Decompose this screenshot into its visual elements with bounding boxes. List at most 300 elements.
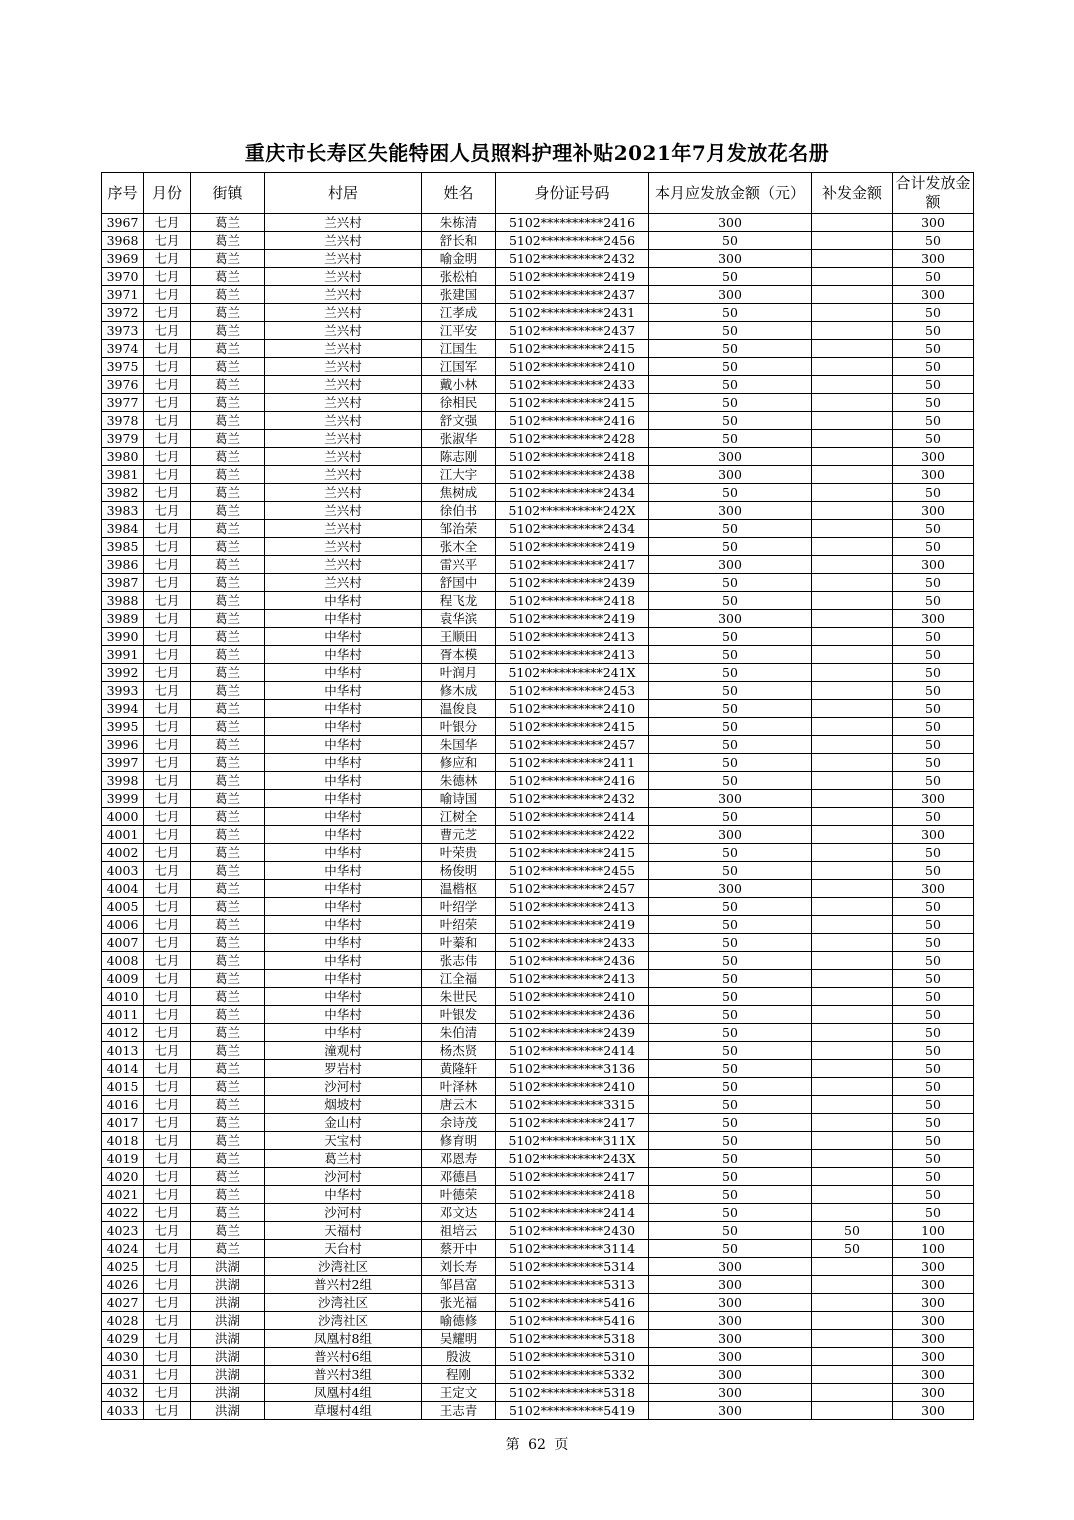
village-cell: 中华村 [265, 754, 422, 772]
month-cell: 七月 [144, 1402, 191, 1420]
id-number-cell: 5102**********5313 [496, 1276, 649, 1294]
total-cell: 50 [893, 484, 974, 502]
index-cell: 4004 [102, 880, 144, 898]
monthly-amount-cell: 300 [649, 466, 812, 484]
village-cell: 中华村 [265, 700, 422, 718]
total-cell: 50 [893, 1078, 974, 1096]
total-cell: 50 [893, 1006, 974, 1024]
town-cell: 葛兰 [191, 790, 265, 808]
town-cell: 葛兰 [191, 448, 265, 466]
id-number-cell: 5102**********2419 [496, 268, 649, 286]
index-cell: 4000 [102, 808, 144, 826]
index-cell: 4031 [102, 1366, 144, 1384]
supplement-cell [812, 826, 893, 844]
supplement-cell [812, 952, 893, 970]
village-cell: 兰兴村 [265, 286, 422, 304]
name-cell: 叶荣贵 [422, 844, 496, 862]
village-cell: 中华村 [265, 934, 422, 952]
town-cell: 葛兰 [191, 592, 265, 610]
monthly-amount-cell: 50 [649, 970, 812, 988]
table-row [102, 1348, 974, 1366]
supplement-cell [812, 934, 893, 952]
supplement-cell [812, 1168, 893, 1186]
village-cell: 中华村 [265, 1006, 422, 1024]
id-number-cell: 5102**********2434 [496, 520, 649, 538]
town-cell: 葛兰 [191, 232, 265, 250]
name-cell: 温俊良 [422, 700, 496, 718]
table-row [102, 502, 974, 520]
table-row [102, 1276, 974, 1294]
name-cell: 叶绍学 [422, 898, 496, 916]
monthly-amount-cell: 300 [649, 1294, 812, 1312]
town-cell: 葛兰 [191, 880, 265, 898]
total-cell: 50 [893, 304, 974, 322]
total-cell: 300 [893, 610, 974, 628]
id-number-cell: 5102**********2418 [496, 592, 649, 610]
town-cell: 葛兰 [191, 466, 265, 484]
total-cell: 300 [893, 1402, 974, 1420]
supplement-cell [812, 1402, 893, 1420]
total-cell: 50 [893, 574, 974, 592]
name-cell: 邹昌富 [422, 1276, 496, 1294]
village-cell: 中华村 [265, 988, 422, 1006]
village-cell: 兰兴村 [265, 502, 422, 520]
index-cell: 4028 [102, 1312, 144, 1330]
monthly-amount-cell: 50 [649, 574, 812, 592]
index-cell: 3968 [102, 232, 144, 250]
name-cell: 唐云木 [422, 1096, 496, 1114]
supplement-cell [812, 484, 893, 502]
town-cell: 葛兰 [191, 574, 265, 592]
index-cell: 4030 [102, 1348, 144, 1366]
supplement-cell [812, 466, 893, 484]
monthly-amount-cell: 300 [649, 1258, 812, 1276]
village-cell: 兰兴村 [265, 340, 422, 358]
village-cell: 兰兴村 [265, 466, 422, 484]
total-cell: 50 [893, 340, 974, 358]
month-cell: 七月 [144, 826, 191, 844]
town-cell: 葛兰 [191, 970, 265, 988]
total-cell: 300 [893, 1258, 974, 1276]
name-cell: 殷波 [422, 1348, 496, 1366]
total-cell: 50 [893, 358, 974, 376]
roster-table [101, 172, 974, 1420]
monthly-amount-cell: 50 [649, 718, 812, 736]
col-header-village: 村居 [265, 173, 422, 214]
total-cell: 50 [893, 862, 974, 880]
month-cell: 七月 [144, 448, 191, 466]
id-number-cell: 5102**********5314 [496, 1258, 649, 1276]
village-cell: 中华村 [265, 664, 422, 682]
col-header-id-number: 身份证号码 [496, 173, 649, 214]
name-cell: 张松柏 [422, 268, 496, 286]
month-cell: 七月 [144, 1294, 191, 1312]
month-cell: 七月 [144, 1330, 191, 1348]
monthly-amount-cell: 300 [649, 1366, 812, 1384]
table-row [102, 808, 974, 826]
total-cell: 50 [893, 952, 974, 970]
id-number-cell: 5102**********242X [496, 502, 649, 520]
town-cell: 葛兰 [191, 952, 265, 970]
footer-suffix: 页 [554, 1437, 569, 1453]
total-cell: 50 [893, 1042, 974, 1060]
town-cell: 葛兰 [191, 322, 265, 340]
id-number-cell: 5102**********5416 [496, 1294, 649, 1312]
name-cell: 江国生 [422, 340, 496, 358]
total-cell: 50 [893, 1096, 974, 1114]
supplement-cell [812, 1006, 893, 1024]
name-cell: 焦树成 [422, 484, 496, 502]
index-cell: 4007 [102, 934, 144, 952]
table-row [102, 1024, 974, 1042]
table-row [102, 916, 974, 934]
town-cell: 葛兰 [191, 1096, 265, 1114]
village-cell: 兰兴村 [265, 538, 422, 556]
name-cell: 喻金明 [422, 250, 496, 268]
supplement-cell [812, 268, 893, 286]
monthly-amount-cell: 300 [649, 1276, 812, 1294]
monthly-amount-cell: 50 [649, 520, 812, 538]
total-cell: 50 [893, 988, 974, 1006]
town-cell: 葛兰 [191, 340, 265, 358]
month-cell: 七月 [144, 376, 191, 394]
id-number-cell: 5102**********2436 [496, 952, 649, 970]
village-cell: 兰兴村 [265, 376, 422, 394]
month-cell: 七月 [144, 574, 191, 592]
monthly-amount-cell: 50 [649, 664, 812, 682]
month-cell: 七月 [144, 988, 191, 1006]
index-cell: 3977 [102, 394, 144, 412]
table-row [102, 268, 974, 286]
village-cell: 中华村 [265, 862, 422, 880]
id-number-cell: 5102**********2419 [496, 610, 649, 628]
monthly-amount-cell: 50 [649, 1240, 812, 1258]
table-row [102, 682, 974, 700]
table-row [102, 1132, 974, 1150]
monthly-amount-cell: 50 [649, 538, 812, 556]
monthly-amount-cell: 50 [649, 412, 812, 430]
town-cell: 葛兰 [191, 412, 265, 430]
supplement-cell [812, 916, 893, 934]
town-cell: 洪湖 [191, 1402, 265, 1420]
name-cell: 邹治荣 [422, 520, 496, 538]
supplement-cell [812, 430, 893, 448]
name-cell: 张光福 [422, 1294, 496, 1312]
town-cell: 葛兰 [191, 556, 265, 574]
total-cell: 50 [893, 844, 974, 862]
month-cell: 七月 [144, 520, 191, 538]
name-cell: 朱世民 [422, 988, 496, 1006]
month-cell: 七月 [144, 250, 191, 268]
table-row [102, 412, 974, 430]
month-cell: 七月 [144, 610, 191, 628]
monthly-amount-cell: 50 [649, 340, 812, 358]
supplement-cell [812, 1312, 893, 1330]
monthly-amount-cell: 50 [649, 592, 812, 610]
town-cell: 葛兰 [191, 1078, 265, 1096]
village-cell: 兰兴村 [265, 412, 422, 430]
table-row [102, 1150, 974, 1168]
name-cell: 朱伯清 [422, 1024, 496, 1042]
table-row [102, 1060, 974, 1078]
village-cell: 天台村 [265, 1240, 422, 1258]
id-number-cell: 5102**********2410 [496, 1078, 649, 1096]
table-row [102, 880, 974, 898]
month-cell: 七月 [144, 1096, 191, 1114]
table-row [102, 232, 974, 250]
id-number-cell: 5102**********2433 [496, 376, 649, 394]
total-cell: 300 [893, 1348, 974, 1366]
table-row [102, 952, 974, 970]
name-cell: 雷兴平 [422, 556, 496, 574]
total-cell: 300 [893, 1384, 974, 1402]
month-cell: 七月 [144, 952, 191, 970]
supplement-cell [812, 1060, 893, 1078]
town-cell: 洪湖 [191, 1348, 265, 1366]
town-cell: 洪湖 [191, 1258, 265, 1276]
supplement-cell [812, 214, 893, 232]
supplement-cell [812, 610, 893, 628]
monthly-amount-cell: 50 [649, 484, 812, 502]
monthly-amount-cell: 50 [649, 1204, 812, 1222]
village-cell: 中华村 [265, 790, 422, 808]
village-cell: 中华村 [265, 682, 422, 700]
town-cell: 葛兰 [191, 898, 265, 916]
name-cell: 舒国中 [422, 574, 496, 592]
id-number-cell: 5102**********2437 [496, 322, 649, 340]
roster-body [102, 214, 974, 1420]
id-number-cell: 5102**********2432 [496, 250, 649, 268]
id-number-cell: 5102**********2457 [496, 736, 649, 754]
village-cell: 草堰村4组 [265, 1402, 422, 1420]
village-cell: 中华村 [265, 898, 422, 916]
town-cell: 葛兰 [191, 520, 265, 538]
total-cell: 50 [893, 1060, 974, 1078]
total-cell: 50 [893, 538, 974, 556]
id-number-cell: 5102**********2415 [496, 844, 649, 862]
name-cell: 修育明 [422, 1132, 496, 1150]
monthly-amount-cell: 50 [649, 1078, 812, 1096]
town-cell: 葛兰 [191, 1114, 265, 1132]
index-cell: 4033 [102, 1402, 144, 1420]
index-cell: 3993 [102, 682, 144, 700]
table-row [102, 1114, 974, 1132]
total-cell: 50 [893, 394, 974, 412]
total-cell: 50 [893, 754, 974, 772]
supplement-cell [812, 1330, 893, 1348]
id-number-cell: 5102**********2416 [496, 772, 649, 790]
supplement-cell [812, 682, 893, 700]
monthly-amount-cell: 50 [649, 898, 812, 916]
month-cell: 七月 [144, 1186, 191, 1204]
month-cell: 七月 [144, 1132, 191, 1150]
town-cell: 洪湖 [191, 1366, 265, 1384]
monthly-amount-cell: 50 [649, 916, 812, 934]
supplement-cell [812, 772, 893, 790]
index-cell: 3988 [102, 592, 144, 610]
table-row [102, 1204, 974, 1222]
monthly-amount-cell: 50 [649, 1168, 812, 1186]
monthly-amount-cell: 50 [649, 232, 812, 250]
village-cell: 兰兴村 [265, 268, 422, 286]
month-cell: 七月 [144, 1078, 191, 1096]
name-cell: 温楷枢 [422, 880, 496, 898]
monthly-amount-cell: 50 [649, 1042, 812, 1060]
supplement-cell [812, 1024, 893, 1042]
table-row [102, 340, 974, 358]
total-cell: 50 [893, 916, 974, 934]
index-cell: 4006 [102, 916, 144, 934]
index-cell: 4020 [102, 1168, 144, 1186]
town-cell: 葛兰 [191, 664, 265, 682]
id-number-cell: 5102**********311X [496, 1132, 649, 1150]
table-row [102, 1384, 974, 1402]
town-cell: 葛兰 [191, 484, 265, 502]
month-cell: 七月 [144, 1366, 191, 1384]
town-cell: 葛兰 [191, 718, 265, 736]
name-cell: 吴耀明 [422, 1330, 496, 1348]
page-title: 重庆市长寿区失能特困人员照料护理补贴2021年7月发放花名册 [244, 141, 830, 165]
name-cell: 徐相民 [422, 394, 496, 412]
town-cell: 葛兰 [191, 808, 265, 826]
monthly-amount-cell: 300 [649, 790, 812, 808]
index-cell: 3984 [102, 520, 144, 538]
id-number-cell: 5102**********3136 [496, 1060, 649, 1078]
total-cell: 50 [893, 772, 974, 790]
month-cell: 七月 [144, 1042, 191, 1060]
id-number-cell: 5102**********2437 [496, 286, 649, 304]
id-number-cell: 5102**********2439 [496, 574, 649, 592]
index-cell: 4011 [102, 1006, 144, 1024]
month-cell: 七月 [144, 880, 191, 898]
index-cell: 4017 [102, 1114, 144, 1132]
table-row [102, 592, 974, 610]
town-cell: 葛兰 [191, 844, 265, 862]
index-cell: 4003 [102, 862, 144, 880]
month-cell: 七月 [144, 664, 191, 682]
village-cell: 烟坡村 [265, 1096, 422, 1114]
month-cell: 七月 [144, 286, 191, 304]
index-cell: 4010 [102, 988, 144, 1006]
total-cell: 50 [893, 718, 974, 736]
supplement-cell [812, 304, 893, 322]
monthly-amount-cell: 50 [649, 1114, 812, 1132]
town-cell: 洪湖 [191, 1384, 265, 1402]
village-cell: 中华村 [265, 772, 422, 790]
index-cell: 4013 [102, 1042, 144, 1060]
village-cell: 兰兴村 [265, 484, 422, 502]
total-cell: 50 [893, 430, 974, 448]
name-cell: 程飞龙 [422, 592, 496, 610]
month-cell: 七月 [144, 358, 191, 376]
id-number-cell: 5102**********2411 [496, 754, 649, 772]
month-cell: 七月 [144, 538, 191, 556]
table-row [102, 358, 974, 376]
village-cell: 凤凰村4组 [265, 1384, 422, 1402]
table-row [102, 646, 974, 664]
supplement-cell [812, 232, 893, 250]
id-number-cell: 5102**********2436 [496, 1006, 649, 1024]
town-cell: 葛兰 [191, 430, 265, 448]
supplement-cell [812, 754, 893, 772]
village-cell: 中华村 [265, 736, 422, 754]
total-cell: 50 [893, 232, 974, 250]
table-row [102, 1006, 974, 1024]
index-cell: 4024 [102, 1240, 144, 1258]
town-cell: 葛兰 [191, 934, 265, 952]
monthly-amount-cell: 50 [649, 1150, 812, 1168]
month-cell: 七月 [144, 1006, 191, 1024]
total-cell: 300 [893, 214, 974, 232]
village-cell: 沙湾社区 [265, 1258, 422, 1276]
table-row [102, 826, 974, 844]
table-row [102, 628, 974, 646]
index-cell: 3967 [102, 214, 144, 232]
monthly-amount-cell: 300 [649, 826, 812, 844]
village-cell: 中华村 [265, 1024, 422, 1042]
monthly-amount-cell: 50 [649, 628, 812, 646]
name-cell: 修应和 [422, 754, 496, 772]
village-cell: 沙河村 [265, 1168, 422, 1186]
town-cell: 葛兰 [191, 916, 265, 934]
month-cell: 七月 [144, 466, 191, 484]
supplement-cell [812, 880, 893, 898]
total-cell: 50 [893, 682, 974, 700]
table-row [102, 736, 974, 754]
index-cell: 3987 [102, 574, 144, 592]
name-cell: 叶泽林 [422, 1078, 496, 1096]
id-number-cell: 5102**********3315 [496, 1096, 649, 1114]
index-cell: 3980 [102, 448, 144, 466]
month-cell: 七月 [144, 1114, 191, 1132]
name-cell: 杨杰贤 [422, 1042, 496, 1060]
monthly-amount-cell: 50 [649, 304, 812, 322]
table-row [102, 322, 974, 340]
index-cell: 3979 [102, 430, 144, 448]
id-number-cell: 5102**********2417 [496, 1114, 649, 1132]
monthly-amount-cell: 300 [649, 1348, 812, 1366]
name-cell: 蔡开中 [422, 1240, 496, 1258]
id-number-cell: 5102**********2415 [496, 394, 649, 412]
index-cell: 3973 [102, 322, 144, 340]
table-row [102, 754, 974, 772]
total-cell: 100 [893, 1240, 974, 1258]
id-number-cell: 5102**********5310 [496, 1348, 649, 1366]
id-number-cell: 5102**********5318 [496, 1330, 649, 1348]
table-row [102, 664, 974, 682]
town-cell: 葛兰 [191, 394, 265, 412]
town-cell: 葛兰 [191, 736, 265, 754]
id-number-cell: 5102**********2418 [496, 1186, 649, 1204]
supplement-cell [812, 448, 893, 466]
id-number-cell: 5102**********2415 [496, 340, 649, 358]
name-cell: 舒文强 [422, 412, 496, 430]
town-cell: 葛兰 [191, 304, 265, 322]
village-cell: 沙湾社区 [265, 1294, 422, 1312]
id-number-cell: 5102**********2419 [496, 916, 649, 934]
id-number-cell: 5102**********5419 [496, 1402, 649, 1420]
supplement-cell [812, 1366, 893, 1384]
village-cell: 罗岩村 [265, 1060, 422, 1078]
id-number-cell: 5102**********2422 [496, 826, 649, 844]
index-cell: 3974 [102, 340, 144, 358]
total-cell: 300 [893, 502, 974, 520]
village-cell: 兰兴村 [265, 214, 422, 232]
monthly-amount-cell: 50 [649, 1186, 812, 1204]
supplement-cell [812, 358, 893, 376]
index-cell: 3999 [102, 790, 144, 808]
total-cell: 50 [893, 898, 974, 916]
